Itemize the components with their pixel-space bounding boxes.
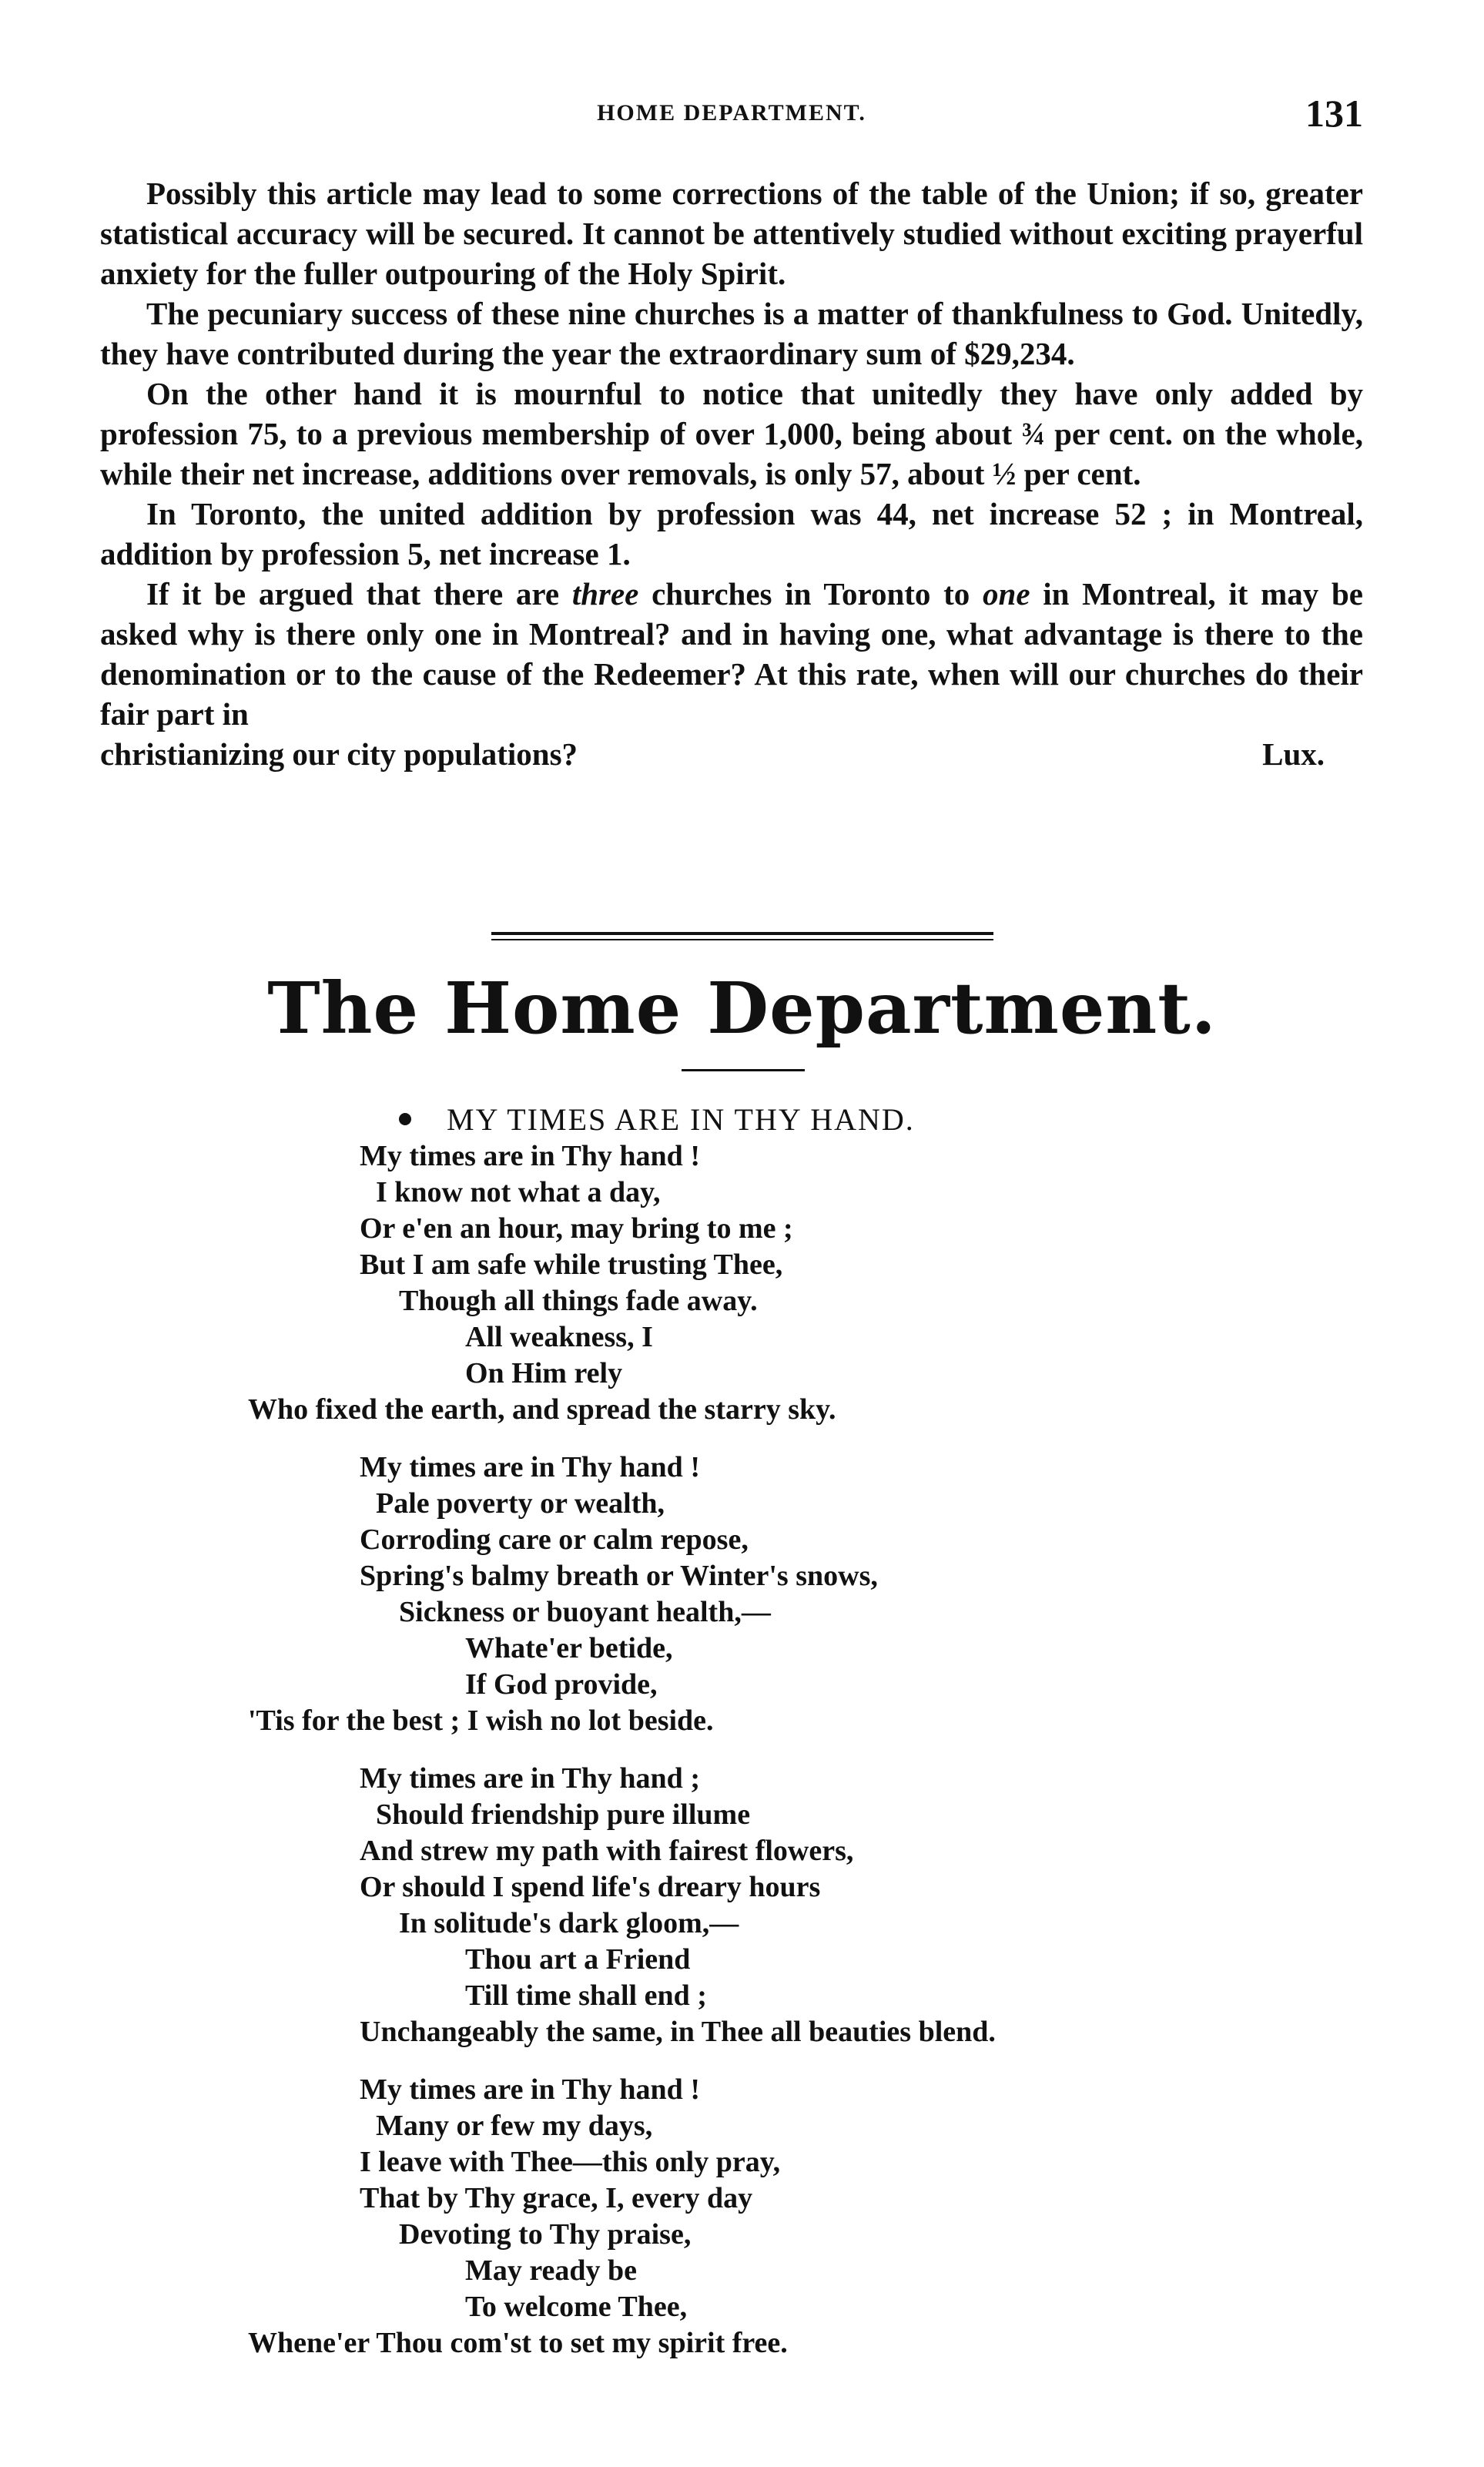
- poem-line: Who fixed the earth, and spread the starry sky.: [248, 1393, 836, 1426]
- poem-line: Unchangeably the same, in Thee all beauties blend.: [360, 2016, 996, 2048]
- poem-line: All weakness, I: [465, 1321, 653, 1353]
- rule-thick: [491, 932, 993, 935]
- signature-line: [100, 734, 1363, 774]
- poem-line: Whene'er Thou com'st to set my spirit free.: [248, 2327, 788, 2359]
- poem-line: My times are in Thy hand !: [360, 1451, 700, 1483]
- emphasis-one: one: [983, 576, 1030, 612]
- article-paragraph: On the other hand it is mournful to notice that unitedly they have only added by profession 75, to a previous membership of over 1,000, being about ¾ per cent. on the whole, while their net increase, additions over removals, is only 57, about ½ per cent.: [100, 376, 1363, 491]
- poem-line: Devoting to Thy praise,: [399, 2218, 692, 2251]
- poem-line: Or should I spend life's dreary hours: [360, 1871, 821, 1903]
- poem-line: In solitude's dark gloom,—: [399, 1907, 739, 1939]
- text-run: If it be argued that there are: [146, 576, 572, 612]
- article-paragraph: Possibly this article may lead to some corrections of the table of the Union; if so, greater statistical accuracy will be secured. It cannot be attentively studied without exciting prayerful anxiety for the fuller outpouring of the Holy Spirit.: [100, 176, 1363, 291]
- poem-line: My times are in Thy hand !: [360, 1140, 700, 1172]
- poem-line: Or e'en an hour, may bring to me ;: [360, 1212, 793, 1245]
- poem: [0, 1138, 1484, 2383]
- poem-line: Sickness or buoyant health,—: [399, 1596, 771, 1628]
- poem-line: On Him rely: [465, 1357, 623, 1389]
- poem-line: My times are in Thy hand !: [360, 2073, 700, 2106]
- emphasis-three: three: [571, 576, 639, 612]
- article-paragraph: In Toronto, the united addition by profession was 44, net increase 52 ; in Montreal, addition by profession 5, net increase 1.: [100, 496, 1363, 571]
- poem-line: That by Thy grace, I, every day: [360, 2182, 753, 2214]
- closing-line: christianizing our city populations?: [100, 736, 578, 772]
- poem-line: 'Tis for the best ; I wish no lot beside.: [248, 1704, 714, 1737]
- text-run: churches in Toronto to: [638, 576, 983, 612]
- poem-line: And strew my path with fairest flowers,: [360, 1835, 854, 1867]
- double-rule-divider: [491, 932, 993, 943]
- text-run: in Montreal, it may be asked why is there only one in Montreal? and in having one, what advantage is there to the denomination or to the cause of the Redeemer? At this rate, when will our churches do their fair part in: [100, 576, 1364, 732]
- poem-line: Spring's balmy breath or Winter's snows,: [360, 1560, 878, 1592]
- poem-stanza: [0, 1761, 1484, 2050]
- poem-line: Should friendship pure illume: [376, 1798, 751, 1831]
- poem-stanza: [0, 1138, 1484, 1428]
- poem-line: If God provide,: [465, 1668, 658, 1701]
- author-signature: Lux.: [1262, 736, 1325, 772]
- article-paragraph: The pecuniary success of these nine churches is a matter of thankfulness to God. Unitedly, they have contributed during the year the extraordinary sum of $29,234.: [100, 296, 1363, 371]
- poem-line: Corroding care or calm repose,: [360, 1523, 749, 1556]
- poem-line: But I am safe while trusting Thee,: [360, 1249, 783, 1281]
- poem-line: Thou art a Friend: [465, 1943, 691, 1976]
- poem-line: I know not what a day,: [376, 1176, 661, 1208]
- poem-line: My times are in Thy hand ;: [360, 1762, 700, 1795]
- page-number: 131: [1305, 92, 1363, 135]
- bullet-mark: [399, 1113, 411, 1125]
- running-title: HOME DEPARTMENT.: [597, 100, 866, 126]
- poem-line: Though all things fade away.: [399, 1285, 758, 1317]
- poem-line: Pale poverty or wealth,: [376, 1487, 665, 1520]
- poem-line: To welcome Thee,: [465, 2291, 688, 2323]
- poem-stanza: [0, 1450, 1484, 1739]
- poem-line: May ready be: [465, 2254, 638, 2287]
- poem-line: I leave with Thee—this only pray,: [360, 2146, 781, 2178]
- poem-line: Whate'er betide,: [465, 1632, 673, 1664]
- article-paragraph-last: [100, 574, 1363, 734]
- running-head: [100, 91, 1363, 145]
- rule-thin: [491, 939, 993, 940]
- section-heading: The Home Department.: [267, 967, 1217, 1050]
- poem-line: Till time shall end ;: [465, 1979, 707, 2012]
- short-rule-divider: [682, 1069, 805, 1071]
- poem-title: MY TIMES ARE IN THY HAND.: [447, 1102, 915, 1137]
- poem-line: Many or few my days,: [376, 2110, 653, 2142]
- poem-stanza: [0, 2072, 1484, 2361]
- article-body: [100, 173, 1363, 774]
